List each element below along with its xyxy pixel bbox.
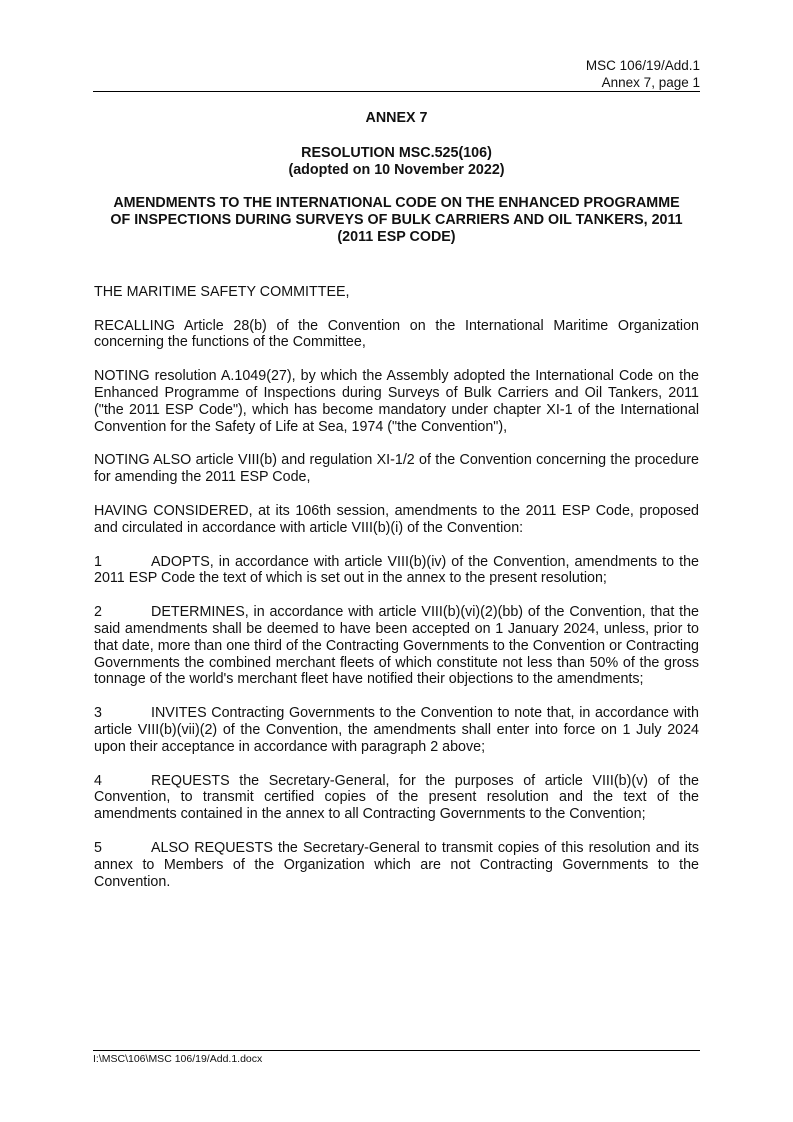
operative-paragraph-2	[94, 604, 699, 688]
paragraph-number: 4	[94, 772, 102, 789]
paragraph-number: 5	[94, 839, 102, 856]
resolution-title	[94, 145, 699, 179]
page-header	[93, 57, 700, 91]
noting-also-paragraph: NOTING ALSO article VIII(b) and regulation XI-1/2 of the Convention concerning the procedure for amending the 2011 ESP Code,	[94, 452, 699, 486]
paragraph-text: ALSO REQUESTS the Secretary-General to transmit copies of this resolution and its annex to Members of the Organization which are not Contracting Governments to the Convention.	[94, 839, 699, 890]
committee-paragraph: THE MARITIME SAFETY COMMITTEE,	[94, 283, 350, 300]
paragraph-text: REQUESTS the Secretary-General, for the purposes of article VIII(b)(v) of the Convention, to transmit certified copies of the present resolution and the text of the amendments contained in the annex to all Contracting Governments to the Convention;	[94, 772, 699, 823]
file-path-footer: I:\MSC\106\MSC 106/19/Add.1.docx	[93, 1053, 263, 1065]
noting-paragraph: NOTING resolution A.1049(27), by which the Assembly adopted the International Code on the Enhanced Programme of Inspections during Surveys of Bulk Carriers and Oil Tankers, 2011 ("the 2011 ESP Code"), which has become mandatory under chapter XI-1 of the International Convention for the Safety of Life at Sea, 1974 ("the Convention"),	[94, 368, 699, 435]
operative-paragraph-3	[94, 705, 699, 755]
code-title-line-2: OF INSPECTIONS DURING SURVEYS OF BULK CARRIERS AND OIL TANKERS, 2011	[110, 212, 683, 229]
adoption-date: (adopted on 10 November 2022)	[288, 161, 505, 178]
annex-title: ANNEX 7	[365, 110, 428, 126]
paragraph-number: 1	[94, 553, 102, 570]
document-reference: MSC 106/19/Add.1	[585, 58, 700, 73]
paragraph-text: ADOPTS, in accordance with article VIII(b)(iv) of the Convention, amendments to the 2011 ESP Code the text of which is set out in the annex to the present resolution;	[94, 553, 699, 587]
recalling-paragraph: RECALLING Article 28(b) of the Convention on the International Maritime Organization concerning the functions of the Committee,	[94, 317, 699, 351]
code-title-line-3: (2011 ESP CODE)	[337, 228, 456, 245]
document-body	[94, 110, 699, 907]
operative-paragraph-1	[94, 554, 699, 588]
paragraph-number: 3	[94, 705, 102, 722]
paragraph-text: INVITES Contracting Governments to the Convention to note that, in accordance with article VIII(b)(vii)(2) of the Convention, the amendments shall enter into force on 1 July 2024 upon their acceptance in accordance with paragraph 2 above;	[94, 705, 699, 755]
footer-divider	[93, 1050, 700, 1051]
operative-paragraph-5	[94, 840, 699, 890]
paragraph-number: 2	[94, 604, 102, 621]
page-reference: Annex 7, page 1	[601, 75, 700, 90]
having-considered-paragraph: HAVING CONSIDERED, at its 106th session, amendments to the 2011 ESP Code, proposed and circulated in accordance with article VIII(b)(i) of the Convention:	[94, 502, 699, 536]
code-title-line-1: AMENDMENTS TO THE INTERNATIONAL CODE ON THE ENHANCED PROGRAMME	[113, 195, 680, 212]
header-divider	[93, 91, 700, 92]
code-title	[94, 195, 699, 245]
operative-paragraph-4	[94, 773, 699, 823]
resolution-number: RESOLUTION MSC.525(106)	[301, 144, 492, 161]
paragraph-text: DETERMINES, in accordance with article VIII(b)(vi)(2)(bb) of the Convention, that the said amendments shall be deemed to have been accepted on 1 January 2024, unless, prior to that date, more than one third of the Contracting Governments to the Convention or Contracting Governments the combined merchant fleets of which constitute not less than 50% of the gross tonnage of the world's merchant fleet have notified their objections to the amendments;	[94, 604, 699, 688]
